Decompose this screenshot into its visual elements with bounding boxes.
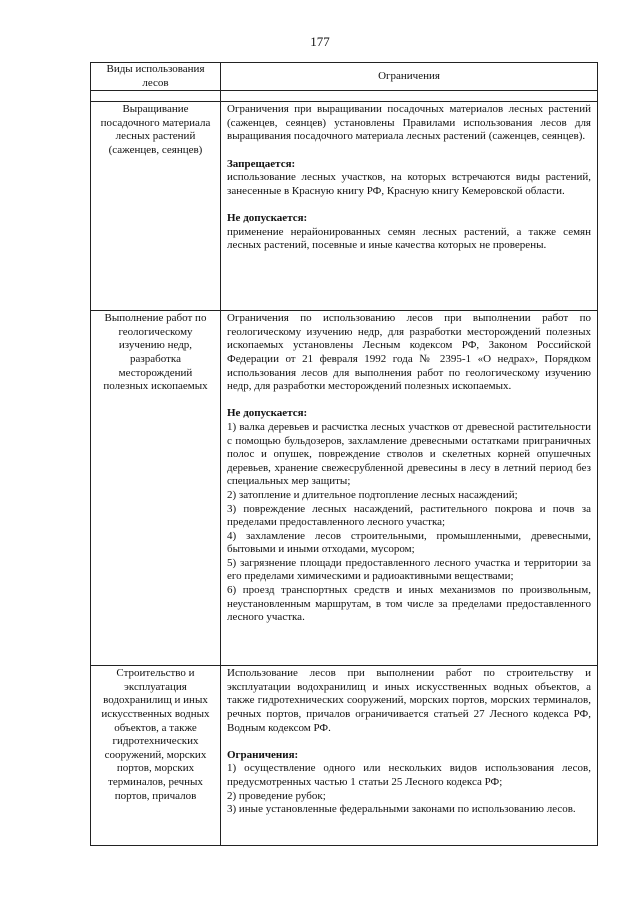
row-use-type: Выращивание посадочного материала лесных растений (саженцев, сеянцев) <box>91 102 221 311</box>
paragraph: использование лесных участков, на которых встречаются виды растений, занесенные в Красную книгу РФ, Красную книгу Кемеровской области. <box>227 171 591 197</box>
paragraph: Ограничения при выращивании посадочных материалов лесных растений (саженцев, сеянцев) установлены Правилами использования лесов для выращивания посадочного материала лесных растений (саженцев, сеянцев). <box>227 103 591 143</box>
row-restrictions <box>221 311 598 666</box>
row-use-type: Выполнение работ по геологическому изучению недр, разработка месторождений полезных ископаемых <box>91 311 221 666</box>
section-heading: Запрещается: <box>227 157 296 170</box>
section-heading: Ограничения: <box>227 748 299 761</box>
table-row <box>91 311 598 666</box>
paragraph: 6) проезд транспортных средств и иных механизмов по произвольным, неустановленным маршрутам, в том числе за пределами предоставленного лесного участка. <box>227 584 591 624</box>
paragraph-gap <box>227 144 591 158</box>
paragraph: 2) проведение рубок; <box>227 789 326 802</box>
paragraph-gap <box>227 394 591 408</box>
paragraph: 1) осуществление одного или нескольких видов использования лесов, предусмотренных частью 1 статьи 25 Лесного кодекса РФ; <box>227 762 591 788</box>
paragraph: 2) затопление и длительное подтопление лесных насаждений; <box>227 488 518 501</box>
paragraph: 4) захламление лесов строительными, промышленными, древесными, бытовыми и иными отходами, мусором; <box>227 529 591 556</box>
table-spacer-row <box>91 91 598 102</box>
row-restrictions <box>221 666 598 846</box>
paragraph-gap <box>227 198 591 212</box>
paragraph: Использование лесов при выполнении работ по строительству и эксплуатации водохранилищ и иных искусственных водных объектов, а также гидротехнических сооружений, морских портов, морских терминалов, речных портов, причалов ограничивается статьей 27 Лесного кодекса РФ, Водным кодексом РФ. <box>227 667 591 734</box>
header-forest-use-types: Виды использования лесов <box>91 63 221 91</box>
section-heading: Не допускается: <box>227 407 308 420</box>
restrictions-table <box>90 62 598 846</box>
paragraph: Ограничения по использованию лесов при выполнении работ по геологическому изучению недр, для разработки месторождений полезных ископаемых установлены Лесным кодексом РФ, Законом Российской Федерации от 21 февраля 1992 года № 2395-1 «О недрах», Порядком использования лесов для выполнения работ по геологическому изучению недр, для разработки месторождений полезных ископаемых. <box>227 312 591 393</box>
table-row <box>91 666 598 846</box>
row-restrictions <box>221 102 598 311</box>
paragraph: 3) повреждение лесных насаждений, растительного покрова и почв за пределами предоставленного лесного участка; <box>227 502 591 529</box>
section-heading: Не допускается: <box>227 211 308 224</box>
paragraph: 5) загрязнение площади предоставленного лесного участка и территории за его пределами химическими и радиоактивными веществами; <box>227 556 591 583</box>
row-use-type: Строительство и эксплуатация водохранилищ и иных искусственных водных объектов, а также гидротехнических сооружений, морских портов, морских терминалов, речных портов, причалов <box>91 666 221 846</box>
page-number: 177 <box>310 34 330 49</box>
table-header-row <box>91 63 598 91</box>
paragraph: 1) валка деревьев и расчистка лесных участков от древесной растительности с помощью бульдозеров, захламление древесными остатками приграничных полос и опушек, повреждение стволов и скелетных корней опушечных деревьев, хранение свежесрубленной древесины в лесу в летний период без специальных мер защиты; <box>227 420 591 488</box>
table-row <box>91 102 598 311</box>
header-restrictions: Ограничения <box>221 63 598 91</box>
paragraph: применение нерайонированных семян лесных растений, а также семян лесных растений, посевные и иные качества которых не проверены. <box>227 225 591 252</box>
paragraph: 3) иные установленные федеральными законами по использованию лесов. <box>227 803 576 816</box>
paragraph-gap <box>227 735 591 749</box>
